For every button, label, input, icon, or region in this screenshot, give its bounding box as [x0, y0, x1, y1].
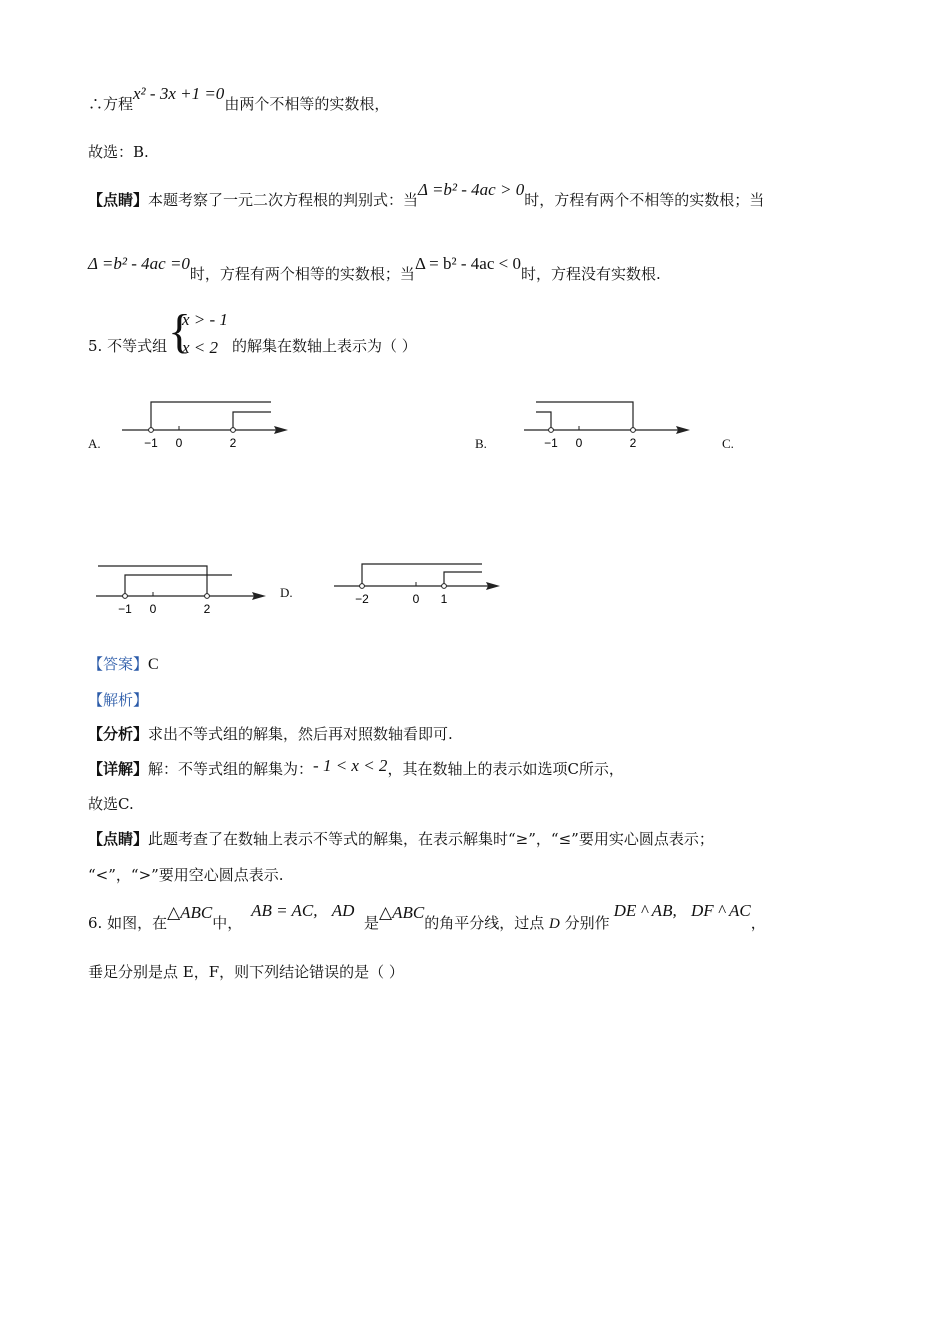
- answer-line: [88, 654, 159, 675]
- equation: - 1 < x < 2: [313, 756, 388, 775]
- tick-label: 2: [203, 602, 211, 616]
- solution-bracket: [125, 575, 232, 596]
- tick-label: 0: [149, 602, 157, 616]
- arrow-icon: [676, 426, 690, 434]
- analysis-line: [88, 724, 453, 744]
- number-line-a[interactable]: [118, 396, 293, 452]
- text: ∴方程: [88, 95, 134, 113]
- analysis-heading: 【解析】: [88, 691, 149, 709]
- question-6: [88, 901, 766, 934]
- equation: DF ^ AC: [691, 901, 751, 920]
- number-line-b[interactable]: [520, 396, 695, 452]
- conclusion-line-2: 故选C.: [88, 795, 134, 813]
- detail-tag: 【详解】: [88, 760, 149, 778]
- text: ，其在数轴上的表示如选项C所示，: [387, 760, 624, 778]
- equation: Δ =b² - 4ac =0: [88, 254, 190, 273]
- analysis-tag: 【分析】: [88, 725, 149, 743]
- tick-label: 1: [440, 592, 448, 606]
- triangle-abc: △ABC: [167, 903, 213, 922]
- tick-label: −1: [144, 436, 158, 450]
- equation: AB = AC,: [251, 901, 318, 920]
- question-5-suffix: 的解集在数轴上表示为（ ）: [232, 337, 417, 355]
- brace-icon: {: [168, 305, 192, 358]
- text: 分别作: [564, 914, 610, 932]
- tick-label: 0: [412, 592, 420, 606]
- detail-line: [88, 756, 624, 779]
- open-point: [549, 428, 554, 433]
- text: 时，方程有两个不相等的实数根；当: [524, 191, 765, 209]
- tick-label: 0: [175, 436, 183, 450]
- equation: DE ^ AB,: [613, 901, 677, 920]
- tick-label: 2: [229, 436, 237, 450]
- tick-label: −1: [544, 436, 558, 450]
- text: 时，方程有两个相等的实数根；当: [189, 265, 415, 283]
- key-point-2-line-1: [88, 829, 714, 849]
- arrow-icon: [252, 592, 266, 600]
- solution-bracket: [151, 402, 271, 430]
- open-point: [442, 584, 447, 589]
- inequality-1: x > - 1: [182, 310, 228, 329]
- text: 解：不等式组的解集为：: [148, 760, 314, 778]
- solution-bracket: [536, 412, 551, 430]
- equation: x² - 3x +1 =0: [133, 84, 225, 103]
- solution-bracket: [444, 572, 482, 586]
- arrow-icon: [274, 426, 288, 434]
- option-d-label[interactable]: D.: [280, 585, 293, 600]
- answer-tag: 【答案】: [88, 655, 149, 673]
- key-point-line-2: [88, 254, 661, 284]
- open-point: [360, 584, 365, 589]
- tick-label: 2: [629, 436, 637, 450]
- equation: Δ = b² - 4ac < 0: [414, 254, 521, 273]
- key-point-line-1: [88, 180, 765, 210]
- solution-bracket: [362, 564, 482, 586]
- open-point: [205, 594, 210, 599]
- text: 求出不等式组的解集，然后再对照数轴看即可.: [148, 725, 453, 743]
- text: 是: [364, 914, 380, 932]
- question-5: [88, 336, 167, 356]
- tick-label: −2: [355, 592, 369, 606]
- open-point: [631, 428, 636, 433]
- text: 中，: [212, 914, 243, 932]
- solution-line-1: [88, 84, 390, 114]
- text: ，: [750, 914, 766, 932]
- tick-label: 0: [575, 436, 583, 450]
- open-point: [149, 428, 154, 433]
- solution-bracket: [233, 412, 271, 430]
- question-number: 5. 不等式组: [88, 337, 168, 355]
- text: 本题考察了一元二次方程根的判别式：当: [148, 191, 419, 209]
- point-d: D: [549, 916, 560, 932]
- question-number: 6. 如图，在: [88, 914, 168, 932]
- open-point: [123, 594, 128, 599]
- tick-label: −1: [118, 602, 132, 616]
- number-line-d[interactable]: [330, 560, 505, 616]
- conclusion-line: 故选：B.: [88, 143, 149, 161]
- text: 的角平分线，过点: [424, 914, 545, 932]
- option-b-label[interactable]: B.: [475, 436, 487, 451]
- option-a-label[interactable]: A.: [88, 436, 101, 451]
- text: 时，方程没有实数根.: [520, 265, 661, 283]
- open-point: [231, 428, 236, 433]
- equation: AD: [331, 901, 355, 920]
- triangle-abc: △ABC: [379, 903, 425, 922]
- solution-bracket: [98, 566, 207, 596]
- text: 由两个不相等的实数根，: [224, 95, 390, 113]
- key-point-tag: 【点睛】: [88, 191, 149, 209]
- number-line-c[interactable]: [92, 560, 272, 620]
- inequality-2: x < 2: [182, 338, 219, 357]
- key-point-tag: 【点睛】: [88, 830, 149, 848]
- key-point-2-line-2: “<”，“>”要用空心圆点表示.: [88, 866, 284, 884]
- equation: Δ =b² - 4ac > 0: [418, 180, 525, 199]
- question-6-line-2: 垂足分别是点 E，F，则下列结论错误的是（ ）: [88, 963, 404, 981]
- option-c-label[interactable]: C.: [722, 436, 734, 451]
- arrow-icon: [486, 582, 500, 590]
- text: 此题考查了在数轴上表示不等式的解集，在表示解集时“≥”，“≤”要用实心圆点表示；: [148, 830, 714, 848]
- answer-value: C: [148, 656, 159, 673]
